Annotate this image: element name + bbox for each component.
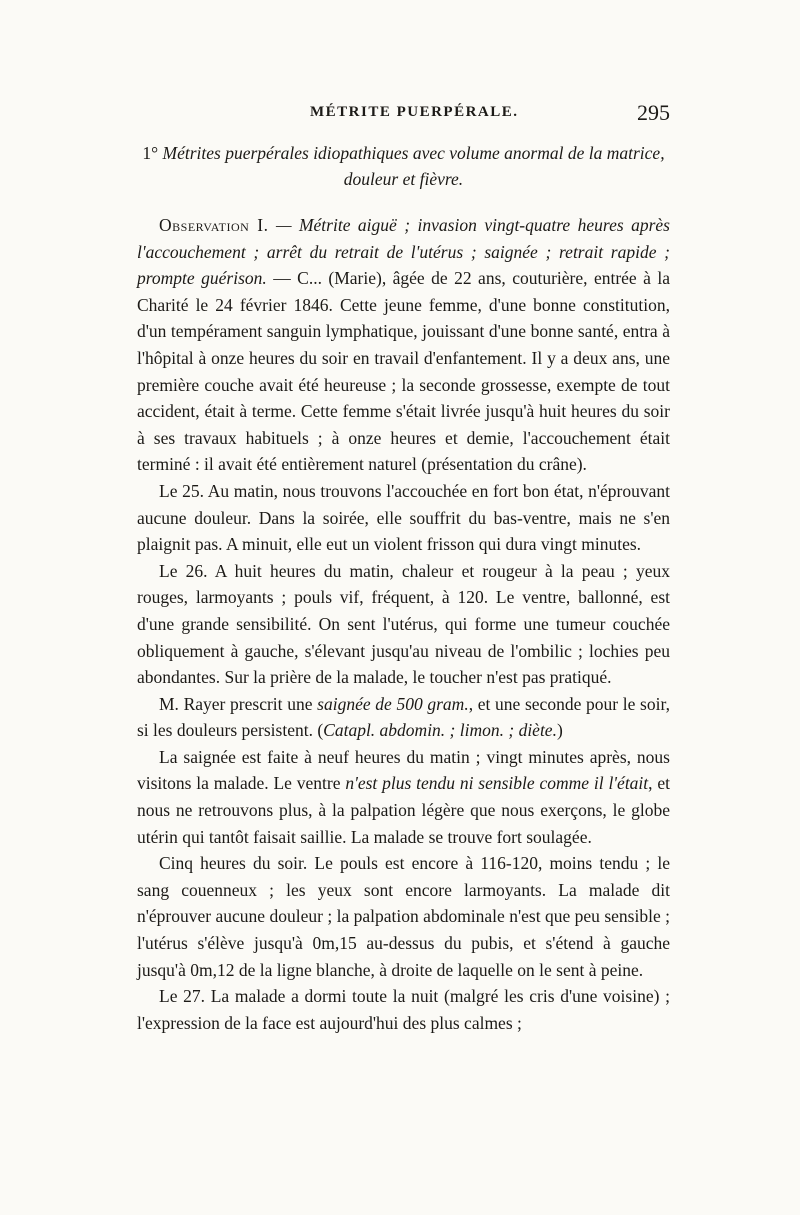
observation-label: Observation I. [159,215,269,235]
prescription-text-b: , et une seconde pour le soir, si les douleurs persistent. ( [137,693,670,741]
section-heading [137,140,670,192]
prescription-text-c: ) [556,720,563,741]
prescription-text-a: M. Rayer prescrit une [159,693,318,714]
section-number: 1° [142,143,159,163]
running-title: MÉTRITE PUERPÉRALE. [310,104,519,120]
paragraph-le-26: Le 26. A huit heures du matin, chaleur et rougeur à la peau ; yeux rouges, larmoyants ; pouls vif, fréquent, à 120. Le ventre, ballonné, est d'une grande sensibilité. On sent l'utérus, qui forme une tumeur couchée obliquement à gauche, s'élevant jusqu'au niveau de l'ombilic ; lochies peu abondantes. Sur la prière de la malade, le toucher n'est pas pratiqué. [137,560,670,688]
saignee-text-b: , et nous ne retrouvons plus, à la palpation légère que nous exerçons, le globe utérin qui tantôt faisait saillie. La malade se trouve fort soulagée. [137,773,670,847]
paragraph-le-27: Le 27. La malade a dormi toute la nuit (malgré les cris d'une voisine) ; l'expression de la face est aujourd'hui des plus calmes ; [137,986,670,1033]
paragraph-le-25: Le 25. Au matin, nous trouvons l'accouchée en fort bon état, n'éprouvant aucune douleur. Dans la soirée, elle souffrit du bas-ventre, mais ne s'en plaignit pas. A minuit, elle eut un violent frisson qui dura vingt minutes. [137,480,670,555]
page-number: 295 [637,100,670,125]
paragraph-prescription [137,691,670,744]
saignee-text-a: La saignée est faite à neuf heures du matin ; vingt minutes après, nous visitons la malade. Le ventre [137,746,670,794]
section-title: Métrites puerpérales idiopathiques avec volume anormal de la matrice, douleur et fièvre. [162,143,665,189]
running-header [140,100,670,130]
observation-text: — C... (Marie), âgée de 22 ans, couturière, entrée à la Charité le 24 février 1846. Cette jeune femme, d'une bonne constitution, d'un tempérament sanguin lymphatique, jouissant d'une bonne santé, entra à l'hôpital à onze heures du soir en travail d'enfantement. Il y a deux ans, une première couche avait été heureuse ; la seconde grossesse, exempte de tout accident, était à terme. Cette femme s'était livrée jusqu'à huit heures du soir à ses travaux habituels ; à onze heures et demie, l'accouchement était terminé : il avait été entièrement naturel (présentation du crâne). [137,268,670,475]
prescription-dose: saignée de 500 gram. [317,693,469,714]
saignee-italic: n'est plus tendu ni sensible comme il l'était [345,773,649,794]
paragraph-saignee [137,744,670,850]
observation-paragraph [137,212,670,478]
paragraph-cinq-heures: Cinq heures du soir. Le pouls est encore à 116-120, moins tendu ; le sang couenneux ; les yeux sont encore larmoyants. La malade dit n'éprouver aucune douleur ; la palpation abdominale n'est que peu sensible ; l'utérus s'élève jusqu'à 0m,15 au-dessus du pubis, et s'étend à gauche jusqu'à 0m,12 de la ligne blanche, à droite de laquelle on le sent à peine. [137,853,670,980]
body-text [137,140,670,1036]
observation-summary: — Métrite aiguë ; invasion vingt-quatre heures après l'accouchement ; arrêt du retrait de l'utérus ; saignée ; retrait rapide ; prompte guérison. [137,215,670,289]
prescription-remedies: Catapl. abdomin. ; limon. ; diète. [323,720,557,741]
